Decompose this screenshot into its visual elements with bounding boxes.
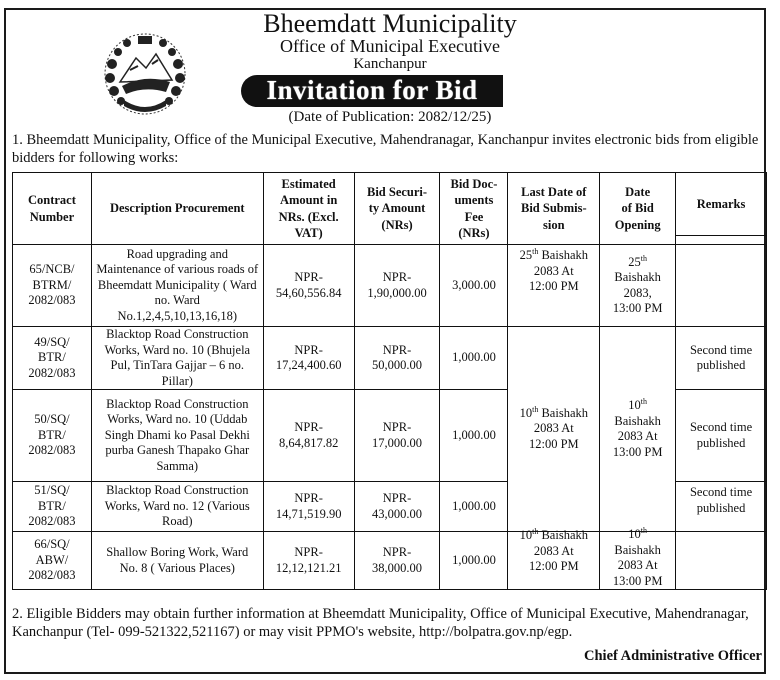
estimated-amount: NPR- 54,60,556.84	[263, 245, 354, 327]
estimated-amount: NPR- 12,12,121.21	[263, 532, 354, 590]
header-documents-fee: Bid Doc- uments Fee (NRs)	[440, 173, 508, 245]
last-date-merged: 10th Baishakh 2083 At 12:00 PM	[508, 327, 600, 532]
opening-date: 25th Baishakh 2083, 13:00 PM	[600, 245, 676, 327]
header-bid-security: Bid Securi- ty Amount (NRs)	[354, 173, 440, 245]
table-row	[13, 327, 767, 390]
bid-security: NPR- 38,000.00	[354, 532, 440, 590]
header-estimated-amount: Estimated Amount in NRs. (Excl. VAT)	[263, 173, 354, 245]
header-remarks-spacer	[676, 236, 767, 245]
estimated-amount: NPR- 17,24,400.60	[263, 327, 354, 390]
contract-number: 65/NCB/ BTRM/ 2082/083	[13, 245, 92, 327]
documents-fee: 1,000.00	[440, 482, 508, 532]
header-opening-date: Date of Bid Opening	[600, 173, 676, 245]
contract-number: 51/SQ/ BTR/ 2082/083	[13, 482, 92, 532]
intro-paragraph: 1. Bheemdatt Municipality, Office of the Municipal Executive, Mahendranagar, Kanchanpur invites electronic bids from eligible bidders for following works:	[12, 132, 759, 166]
table-row	[13, 532, 767, 590]
documents-fee: 1,000.00	[440, 327, 508, 390]
opening-date-merged: 10th Baishakh 2083 At 13:00 PM	[600, 327, 676, 532]
contract-number: 49/SQ/ BTR/ 2082/083	[13, 327, 92, 390]
description: Blacktop Road Construction Works, Ward no. 12 (Various Road)	[91, 482, 263, 532]
bid-security: NPR- 17,000.00	[354, 390, 440, 482]
bids-table	[12, 172, 767, 590]
estimated-amount: NPR- 8,64,817.82	[263, 390, 354, 482]
office-subtitle: Office of Municipal Executive	[279, 36, 501, 56]
description: Blacktop Road Construction Works, Ward no. 10 (Uddab Singh Dhami ko Pasal Dekhi purba Ganesh Thapako Ghar Samma)	[91, 390, 263, 482]
estimated-amount: NPR- 14,71,519.90	[263, 482, 354, 532]
documents-fee: 1,000.00	[440, 390, 508, 482]
description: Road upgrading and Maintenance of various roads of Bheemdatt Municipality ( Ward no. Ward No.1,2,4,5,10,13,16,18)	[91, 245, 263, 327]
invitation-banner	[241, 74, 503, 106]
last-date: 10th Baishakh 2083 At 12:00 PM	[508, 532, 600, 590]
remarks	[676, 245, 767, 327]
bid-security: NPR- 1,90,000.00	[354, 245, 440, 327]
bid-security: NPR- 43,000.00	[354, 482, 440, 532]
contract-number: 50/SQ/ BTR/ 2082/083	[13, 390, 92, 482]
description: Shallow Boring Work, Ward No. 8 ( Various Places)	[91, 532, 263, 590]
last-date: 25th Baishakh 2083 At 12:00 PM	[508, 245, 600, 327]
remarks: Second time published	[676, 482, 767, 532]
header-description: Description Procurement	[91, 173, 263, 245]
description: Blacktop Road Construction Works, Ward no. 10 (Bhujela Pul, TinTara Gajjar – 6 no. Pillar)	[91, 327, 263, 390]
opening-date: 10th Baishakh 2083 At 13:00 PM	[600, 532, 676, 590]
header-last-date: Last Date of Bid Submis- sion	[508, 173, 600, 245]
footer-note: 2. Eligible Bidders may obtain further information at Bheemdatt Municipality, Office of Municipal Executive, Mahendranagar, Kanchanpur (Tel- 099-521322,521167) or may visit PPMO's website, http://bolpatra.gov.np/egp.	[12, 606, 749, 640]
documents-fee: 3,000.00	[440, 245, 508, 327]
publication-date: (Date of Publication: 2082/12/25)	[288, 109, 492, 125]
nepal-emblem-icon	[100, 30, 190, 118]
remarks	[676, 532, 767, 590]
contract-number: 66/SQ/ ABW/ 2082/083	[13, 532, 92, 590]
header-remarks: Remarks	[676, 173, 767, 236]
bid-security: NPR- 50,000.00	[354, 327, 440, 390]
municipality-title: Bheemdatt Municipality	[263, 9, 517, 38]
header-contract-number: Contract Number	[13, 173, 92, 245]
documents-fee: 1,000.00	[440, 532, 508, 590]
banner-label: Invitation for Bid	[266, 75, 478, 105]
remarks: Second time published	[676, 390, 767, 482]
table-row	[13, 245, 767, 327]
district-label: Kanchanpur	[353, 56, 427, 72]
signoff: Chief Administrative Officer	[584, 648, 762, 664]
remarks: Second time published	[676, 327, 767, 390]
